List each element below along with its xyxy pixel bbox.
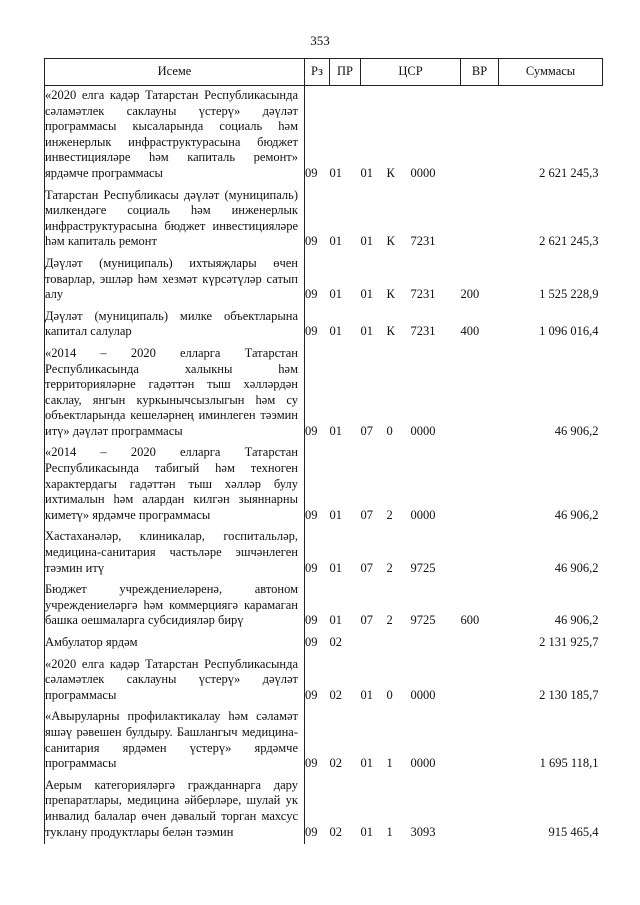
row-csr-3: 0000 <box>410 165 436 180</box>
header-sum: Суммасы <box>499 59 603 86</box>
row-pr: 02 <box>329 824 342 839</box>
table-header-row <box>45 59 603 86</box>
row-csr-2: К <box>386 324 395 339</box>
row-pr: 01 <box>329 324 342 339</box>
row-sum: 1 096 016,4 <box>539 324 599 339</box>
row-name: «2014 – 2020 елларга Татарстан Республикасында табигый һәм техноген характердагы гадәттән тыш хәлләр булу ихтималын һәм алардан килгән зыяннарны киметү» ярдәмче программасы <box>45 443 305 527</box>
row-sum: 46 906,2 <box>554 560 599 575</box>
row-csr-1: 07 <box>360 613 373 628</box>
row-rz: 09 <box>305 165 318 180</box>
table-row <box>45 344 603 444</box>
table-row <box>45 186 603 254</box>
row-csr-1: 01 <box>360 687 373 702</box>
table-row <box>45 776 603 844</box>
table-row <box>45 655 603 708</box>
row-csr-1: 01 <box>360 287 373 302</box>
row-vr <box>461 527 499 580</box>
row-pr: 01 <box>329 165 342 180</box>
header-vr: ВР <box>461 59 499 86</box>
row-csr-1: 01 <box>360 756 373 771</box>
row-sum: 2 131 925,7 <box>539 635 599 649</box>
row-pr: 02 <box>329 687 342 702</box>
header-name: Исеме <box>45 59 305 86</box>
row-rz: 09 <box>305 560 318 575</box>
row-pr: 01 <box>329 234 342 249</box>
row-csr-2: К <box>386 165 395 180</box>
row-csr-3: 0000 <box>410 423 436 438</box>
table-row <box>45 254 603 307</box>
table-row <box>45 86 603 186</box>
table-row <box>45 527 603 580</box>
row-csr-2: 2 <box>386 560 393 575</box>
row-sum: 46 906,2 <box>554 507 599 522</box>
row-pr: 01 <box>329 423 342 438</box>
row-vr <box>461 443 499 527</box>
page-number: 353 <box>310 33 330 48</box>
row-csr-2: 1 <box>386 824 393 839</box>
row-rz: 09 <box>305 234 318 249</box>
row-pr: 01 <box>329 287 342 302</box>
row-csr-3: 0000 <box>410 756 436 771</box>
table-row <box>45 707 603 775</box>
row-pr: 01 <box>329 507 342 522</box>
row-sum: 2 621 245,3 <box>539 234 599 249</box>
row-vr: 200 <box>460 287 480 302</box>
row-sum: 2 621 245,3 <box>539 165 599 180</box>
row-csr-3: 7231 <box>410 287 436 302</box>
row-csr-1 <box>361 633 387 655</box>
table-row <box>45 307 603 344</box>
row-csr-2: 2 <box>386 613 393 628</box>
row-name: Дәүләт (муниципаль) ихтыяҗлары өчен товарлар, эшләр һәм хезмәт күрсәтүләр сатып алу <box>45 254 305 307</box>
row-name: «2020 елга кадәр Татарстан Республикасында сәламәтлек саклауны үстерү» дәүләт программасы кысаларында социаль һәм инженерлык инфраструктурасына бюджет инвестицияләре һәм капиталь ремонт» ярдәмче программасы <box>45 86 305 186</box>
row-sum: 1 695 118,1 <box>539 756 599 771</box>
row-name: «2020 елга кадәр Татарстан Республикасында сәламәтлек саклауны үстерү» дәүләт программасы <box>45 655 305 708</box>
row-csr-2 <box>387 633 411 655</box>
row-csr-3: 0000 <box>410 687 436 702</box>
row-name: Амбулатор ярдәм <box>45 633 305 655</box>
row-rz: 09 <box>305 507 318 522</box>
row-vr: 600 <box>460 613 480 628</box>
row-rz: 09 <box>305 824 318 839</box>
row-csr-3: 7231 <box>410 324 436 339</box>
row-name: Бюджет учреждениеләренә, автоном учреждениеләргә һәм коммерциягә карамаган башка оешмаларга субсидияләр бирү <box>45 580 305 633</box>
row-name: Татарстан Республикасы дәүләт (муниципаль) милкендәге социаль һәм инженерлык инфраструктурасына бюджет инвестицияләре һәм капиталь ремонт <box>45 186 305 254</box>
row-csr-1: 07 <box>360 560 373 575</box>
row-rz: 09 <box>305 687 318 702</box>
row-vr <box>461 86 499 186</box>
row-csr-1: 01 <box>360 165 373 180</box>
row-csr-2: 1 <box>386 756 393 771</box>
row-csr-1: 01 <box>360 824 373 839</box>
row-rz: 09 <box>305 423 318 438</box>
row-sum: 2 130 185,7 <box>539 687 599 702</box>
table-row <box>45 443 603 527</box>
row-pr: 02 <box>329 756 342 771</box>
row-name: Дәүләт (муниципаль) милке объектларына капитал салулар <box>45 307 305 344</box>
row-name: «Авыруларны профилактикалау һәм сәламәт яшәү рәвешен булдыру. Башлангыч медицина-санитария ярдәмен үстерү» ярдәмче программасы <box>45 707 305 775</box>
row-name: «2014 – 2020 елларга Татарстан Республикасында халыкны һәм территорияләрне гадәттән тыш хәлләрдән саклау, янгын куркынычсызлыгын һәм су объектларында кешеләрнең иминлеген тәэмин итү» дәүләт программасы <box>45 344 305 444</box>
row-csr-2: К <box>386 287 395 302</box>
row-sum: 915 465,4 <box>548 824 599 839</box>
table-row <box>45 633 603 655</box>
row-sum: 1 525 228,9 <box>539 287 599 302</box>
header-csr: ЦСР <box>361 59 461 86</box>
row-vr <box>461 633 499 655</box>
row-sum: 46 906,2 <box>554 613 599 628</box>
header-pr: ПР <box>330 59 361 86</box>
row-csr-1: 01 <box>360 234 373 249</box>
row-csr-3: 3093 <box>410 824 436 839</box>
row-sum: 46 906,2 <box>554 423 599 438</box>
row-csr-2: К <box>386 234 395 249</box>
table-body <box>45 86 603 845</box>
row-vr <box>461 186 499 254</box>
row-csr-3: 9725 <box>410 613 436 628</box>
row-name: Хастаханәләр, клиникалар, госпитальләр, медицина-санитария частьләре эшчәнлеген тәэмин итү <box>45 527 305 580</box>
row-rz: 09 <box>305 613 318 628</box>
row-csr-2: 0 <box>386 687 393 702</box>
header-rz: Рз <box>305 59 330 86</box>
row-vr <box>461 707 499 775</box>
row-csr-1: 01 <box>360 324 373 339</box>
row-rz: 09 <box>305 287 318 302</box>
budget-table <box>44 58 603 844</box>
row-csr-3: 9725 <box>410 560 436 575</box>
row-pr: 01 <box>329 613 342 628</box>
row-name: Аерым категорияләргә гражданнарга дару препаратлары, медицина әйберләре, шулай ук инвалид балалар өчен дәвалый торган махсус туклану продуктлары белән тәэмин <box>45 776 305 844</box>
row-vr <box>461 776 499 844</box>
row-csr-1: 07 <box>360 423 373 438</box>
row-vr <box>461 655 499 708</box>
row-csr-3 <box>411 633 461 655</box>
row-pr: 01 <box>329 560 342 575</box>
row-pr: 02 <box>329 635 342 649</box>
row-rz: 09 <box>305 635 318 649</box>
row-rz: 09 <box>305 324 318 339</box>
row-csr-1: 07 <box>360 507 373 522</box>
row-csr-3: 7231 <box>410 234 436 249</box>
row-csr-2: 2 <box>386 507 393 522</box>
row-vr: 400 <box>460 324 480 339</box>
row-rz: 09 <box>305 756 318 771</box>
row-vr <box>461 344 499 444</box>
table-row <box>45 580 603 633</box>
row-csr-2: 0 <box>386 423 393 438</box>
row-csr-3: 0000 <box>410 507 436 522</box>
